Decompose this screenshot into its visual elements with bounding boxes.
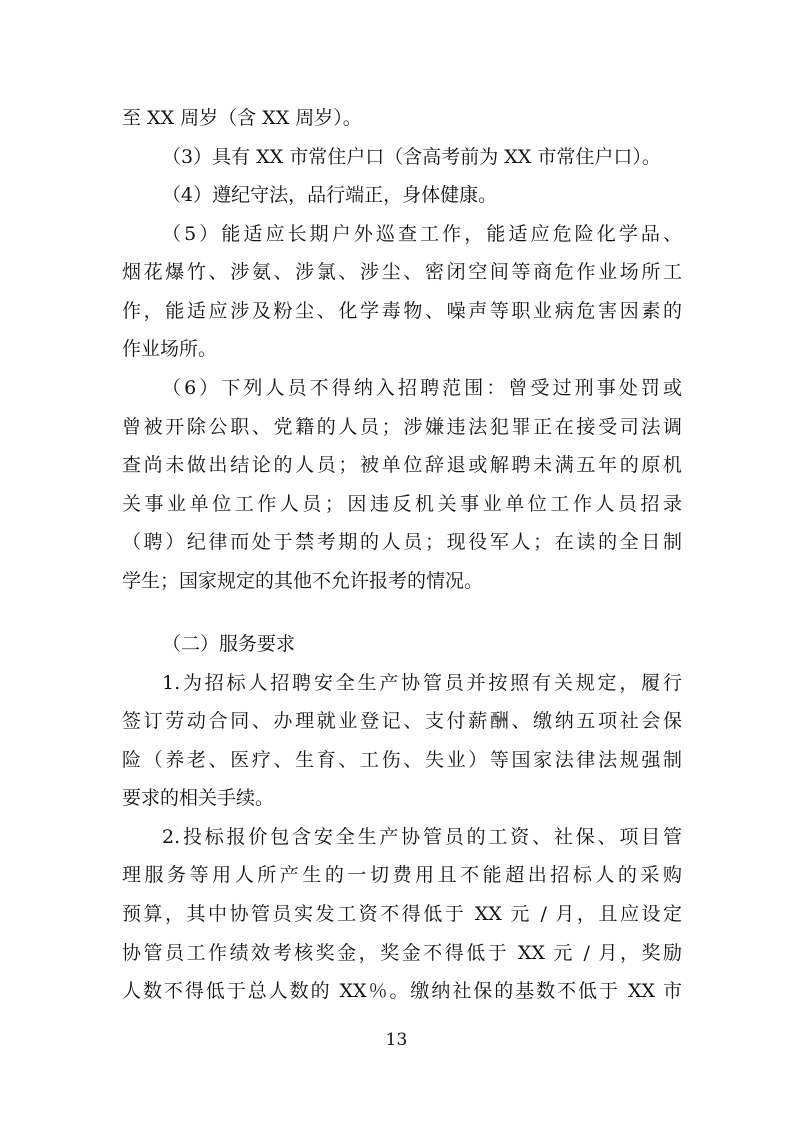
- text-line: 至 XX 周岁（含 XX 周岁）。: [122, 107, 362, 129]
- text-line: 1.为招标人招聘安全生产协管员并按照有关规定，履行: [162, 672, 682, 694]
- text-line: （5）能适应长期户外巡查工作，能适应危险化学品、: [162, 223, 682, 245]
- text-line: 人数不得低于总人数的 XX％。缴纳社保的基数不低于 XX 市: [122, 980, 682, 1002]
- text-line: 2.投标报价包含安全生产协管员的工资、社保、项目管: [162, 826, 682, 848]
- text-line: 签订劳动合同、办理就业登记、支付薪酬、缴纳五项社会保: [122, 710, 682, 732]
- text-line: 预算，其中协管员实发工资不得低于 XX 元 / 月，且应设定: [122, 903, 682, 925]
- text-line: 烟花爆竹、涉氨、涉氯、涉尘、密闭空间等商危作业场所工: [122, 261, 682, 283]
- text-line: 查尚未做出结论的人员；被单位辞退或解聘未满五年的原机: [122, 454, 682, 476]
- text-line: 作业场所。: [122, 338, 218, 360]
- text-line: 险（养老、医疗、生育、工伤、失业）等国家法律法规强制: [122, 749, 682, 771]
- section-heading: （二）服务要求: [162, 633, 296, 655]
- text-line: 曾被开除公职、党籍的人员；涉嫌违法犯罪正在接受司法调: [122, 416, 682, 438]
- text-line: （3）具有 XX 市常住户口（含高考前为 XX 市常住户口）。: [162, 146, 661, 168]
- text-line: 关事业单位工作人员；因违反机关事业单位工作人员招录: [122, 493, 682, 515]
- text-line: （6）下列人员不得纳入招聘范围：曾受过刑事处罚或: [162, 377, 682, 399]
- text-line: 要求的相关手续。: [122, 787, 275, 809]
- text-line: 协管员工作绩效考核奖金，奖金不得低于 XX 元 / 月，奖励: [122, 942, 682, 964]
- text-line: 学生；国家规定的其他不允许报考的情况。: [122, 570, 484, 592]
- text-line: 作，能适应涉及粉尘、化学毒物、噪声等职业病危害因素的: [122, 300, 682, 322]
- text-line: （聘）纪律而处于禁考期的人员；现役军人；在读的全日制: [122, 531, 682, 553]
- text-line: （4）遵纪守法，品行端正，身体健康。: [162, 184, 498, 206]
- page-number: 13: [385, 1030, 408, 1050]
- text-line: 理服务等用人所产生的一切费用且不能超出招标人的采购: [122, 864, 682, 886]
